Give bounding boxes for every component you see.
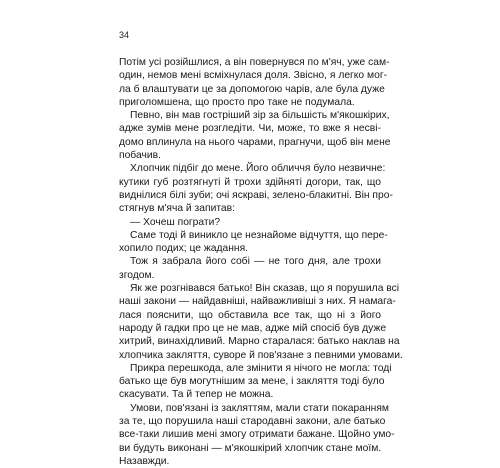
text-line: один, немов мені всміхнулася доля. Звісно, я легко мог- [119,70,388,82]
text-line: народу й гадки про це не мав, адже мій спосіб був дуже [119,322,387,334]
text-line: виднілися білі зуби; очі яскраві, зелено-блакитні. Він про- [119,189,393,201]
text-line: Назавжди. [119,455,170,467]
text-line: побачив. [119,150,161,162]
text-line: хлопчика закляття, суворе й пов'язане з певними умовами. [119,349,403,361]
text-line: Потім усі розійшлися, а він повернувся по м'яч, уже сам- [119,57,390,68]
text-line: кутики губ розтягнуті й трохи здійняті догори, так, що [119,176,381,188]
text-line: Певно, він мав гостріший зір за більшість м'якошкірих, [130,110,390,122]
text-line: стягнув м'яча й запитав: [119,203,235,215]
text-line: лася пояснити, що обставила все так, що ні з його [119,309,381,321]
text-line: Тож я забрала його собі — не того дня, але трохи [130,256,381,268]
text-line: Як же розгнівався батько! Він сказав, що я порушила всі [130,283,400,295]
text-line: Прикра перешкода, але змінити я нічого не могла: тоді [130,362,392,374]
text-line: приголомшена, що просто про таке не подумала. [119,96,355,108]
text-line: згодом. [119,269,155,281]
text-line: батько ще був могутнішим за мене, і закляття тоді було [119,376,385,388]
text-line: ла б влаштувати це за допомогою чарів, але була дуже [119,83,385,95]
text-line: Саме тоді й виникло це незнайоме відчуття, що пере- [130,229,388,241]
text-line: хитрий, винахідливий. Марно старалася: батько наклав на [119,336,400,348]
text-line: наші закони — найдавніші, найважливіші з них. Я намага- [119,296,396,308]
text-line: ви будуть виконані — м'якошкірий хлопчик стане моїм. [119,442,382,454]
text-line: Хлопчик підбіг до мене. Його обличчя було незвичне: [130,163,386,175]
text-line: Умови, пов'язані із закляттям, мали стати покаранням [130,402,390,414]
text-line: скасувати. Та й тепер не можна. [119,389,274,401]
text-line: за те, що порушила наші стародавні закони, але батько [119,416,386,428]
text-line: хопило подих; це жадання. [119,243,249,255]
text-line: — Хочеш пограти? [130,216,221,228]
text-line: все-таки лишив мені змогу отримати бажане. Щойно умо- [119,429,395,441]
text-line: адже зумів мене розгледіти. Чи, може, то вже я несві- [119,123,381,135]
text-line: домо вплинула на нього чарами, прагнучи, щоб він мене [119,136,391,148]
page-body-text [119,56,403,468]
page-number: 34 [119,30,130,40]
